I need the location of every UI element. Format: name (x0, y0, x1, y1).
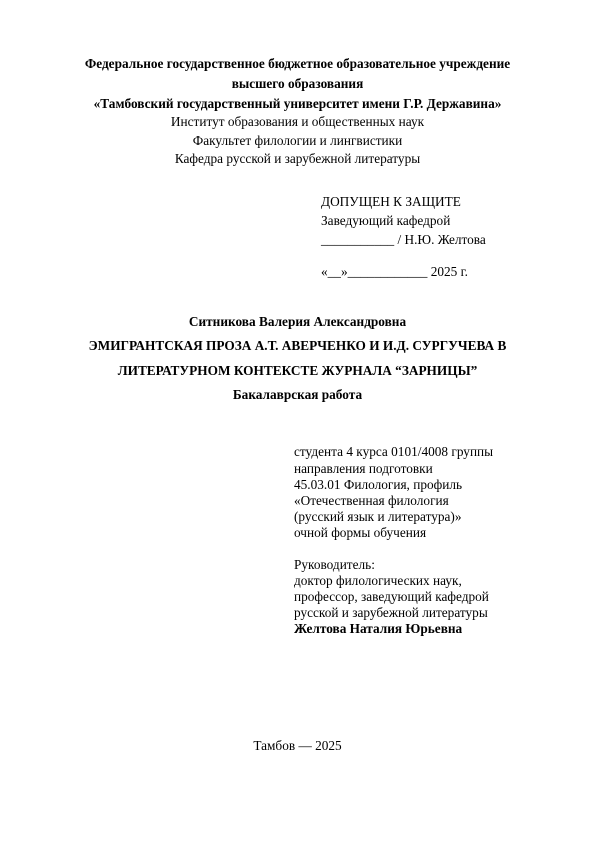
student-direction-label: направления подготовки (294, 461, 433, 476)
header-institution-type: Федеральное государственное бюджетное образовательное учреждение (84, 56, 511, 71)
student-profile-line2: (русский язык и литература)» (294, 509, 462, 524)
thesis-title-line1: ЭМИГРАНТСКАЯ ПРОЗА А.Т. АВЕРЧЕНКО И И.Д. СУРГУЧЕВА В (88, 338, 507, 353)
approval-signature-line: ___________ / Н.Ю. Желтова (321, 232, 486, 247)
supervisor-name: Желтова Наталия Юрьевна (294, 621, 463, 636)
work-type: Бакалаврская работа (232, 387, 363, 402)
header-faculty: Факультет филологии и лингвистики (192, 133, 403, 148)
header-university-name: «Тамбовский государственный университет имени Г.Р. Державина» (93, 96, 502, 111)
supervisor-department: русской и зарубежной литературы (294, 605, 488, 620)
supervisor-position: профессор, заведующий кафедрой (294, 589, 489, 604)
header-department: Кафедра русской и зарубежной литературы (174, 151, 421, 166)
approval-date: «__»____________ 2025 г. (321, 264, 468, 279)
author-name: Ситникова Валерия Александровна (188, 314, 407, 329)
approval-position: Заведующий кафедрой (321, 213, 451, 228)
header-institute: Институт образования и общественных наук (170, 114, 425, 129)
student-direction-code: 45.03.01 Филология, профиль (294, 477, 463, 492)
thesis-title-line2: ЛИТЕРАТУРНОМ КОНТЕКСТЕ ЖУРНАЛА “ЗАРНИЦЫ” (117, 363, 478, 378)
student-profile-line1: «Отечественная филология (294, 493, 449, 508)
supervisor-label: Руководитель: (294, 557, 375, 572)
header-education-level: высшего образования (231, 76, 364, 91)
student-study-form: очной формы обучения (294, 525, 427, 540)
supervisor-degree: доктор филологических наук, (294, 573, 462, 588)
approval-heading: ДОПУЩЕН К ЗАЩИТЕ (321, 194, 461, 209)
city-year: Тамбов — 2025 (253, 738, 342, 753)
student-course-group: студента 4 курса 0101/4008 группы (294, 444, 494, 459)
